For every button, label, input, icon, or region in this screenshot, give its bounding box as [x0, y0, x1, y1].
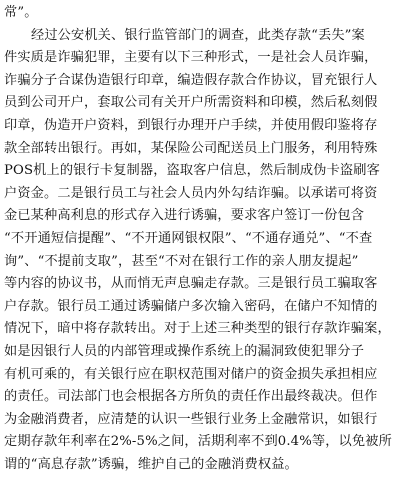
text-line-19: 为金融消费者，应清楚的认识一些银行业务上金融常识，如银行 [4, 411, 378, 427]
text-line-13: 等内容的协议书，从而悄无声息骗走存款。三是银行员工骗取客 [4, 276, 378, 292]
text-line-10: 金已某种高利息的形式存入进行诱骗，要求客户签订一份包含 [4, 208, 365, 224]
text-line-2: 经过公安机关、银行监管部门的调查，此类存款“丢失”案 [31, 27, 365, 43]
text-line-9: 户资金。二是银行员工与社会人员内外勾结诈骗。以承诺可将资 [4, 185, 378, 201]
text-line-17: 有机可乘的，有关银行应在职权范围对储户的资金损失承担相应 [4, 366, 378, 382]
text-line-6: 印章，伪造开户资料，到银行办理开户手续，并使用假印鉴将存 [4, 117, 378, 133]
text-line-1: 常”。 [4, 5, 38, 20]
text-line-11: “不开通短信提醒”、“不开通网银权限”、“不通存通兑”、“不查 [4, 230, 373, 246]
text-line-16: 如是因银行人员的内部管理或操作系统上的漏洞致使犯罪分子 [4, 343, 365, 359]
text-line-7: 款全部转出银行。再如，某保险公司配送员上门服务，利用特殊 [4, 140, 378, 156]
text-line-12: 询”、“不提前支取”，甚至“不对在银行工作的亲人朋友提起” [4, 253, 359, 269]
text-line-3: 件实质是诈骗犯罪，主要有以下三种形式，一是社会人员诈骗， [4, 50, 378, 66]
text-line-20: 定期存款年利率在2%-5%之间，活期利率不到0.4%等，以免被所 [4, 434, 392, 450]
text-line-5: 员到公司开户，套取公司有关开户所需资料和印模，然后私刻假 [4, 95, 378, 111]
text-line-21: 谓的“高息存款”诱骗，维护自己的金融消费权益。 [4, 456, 298, 472]
text-line-4: 诈骗分子合谋伪造银行印章，编造假存款合作协议，冒充银行人 [4, 72, 378, 88]
text-line-14: 户存款。银行员工通过诱骗储户多次输入密码，在储户不知情的 [4, 298, 378, 314]
text-line-15: 情况下，暗中将存款转出。对于上述三种类型的银行存款诈骗案， [4, 321, 391, 337]
text-line-8: POS机上的银行卡复制器，盗取客户信息，然后制成伪卡盗刷客 [4, 163, 380, 179]
text-line-18: 的责任。司法部门也会根据各方所负的责任作出最终裁决。但作 [4, 389, 378, 405]
